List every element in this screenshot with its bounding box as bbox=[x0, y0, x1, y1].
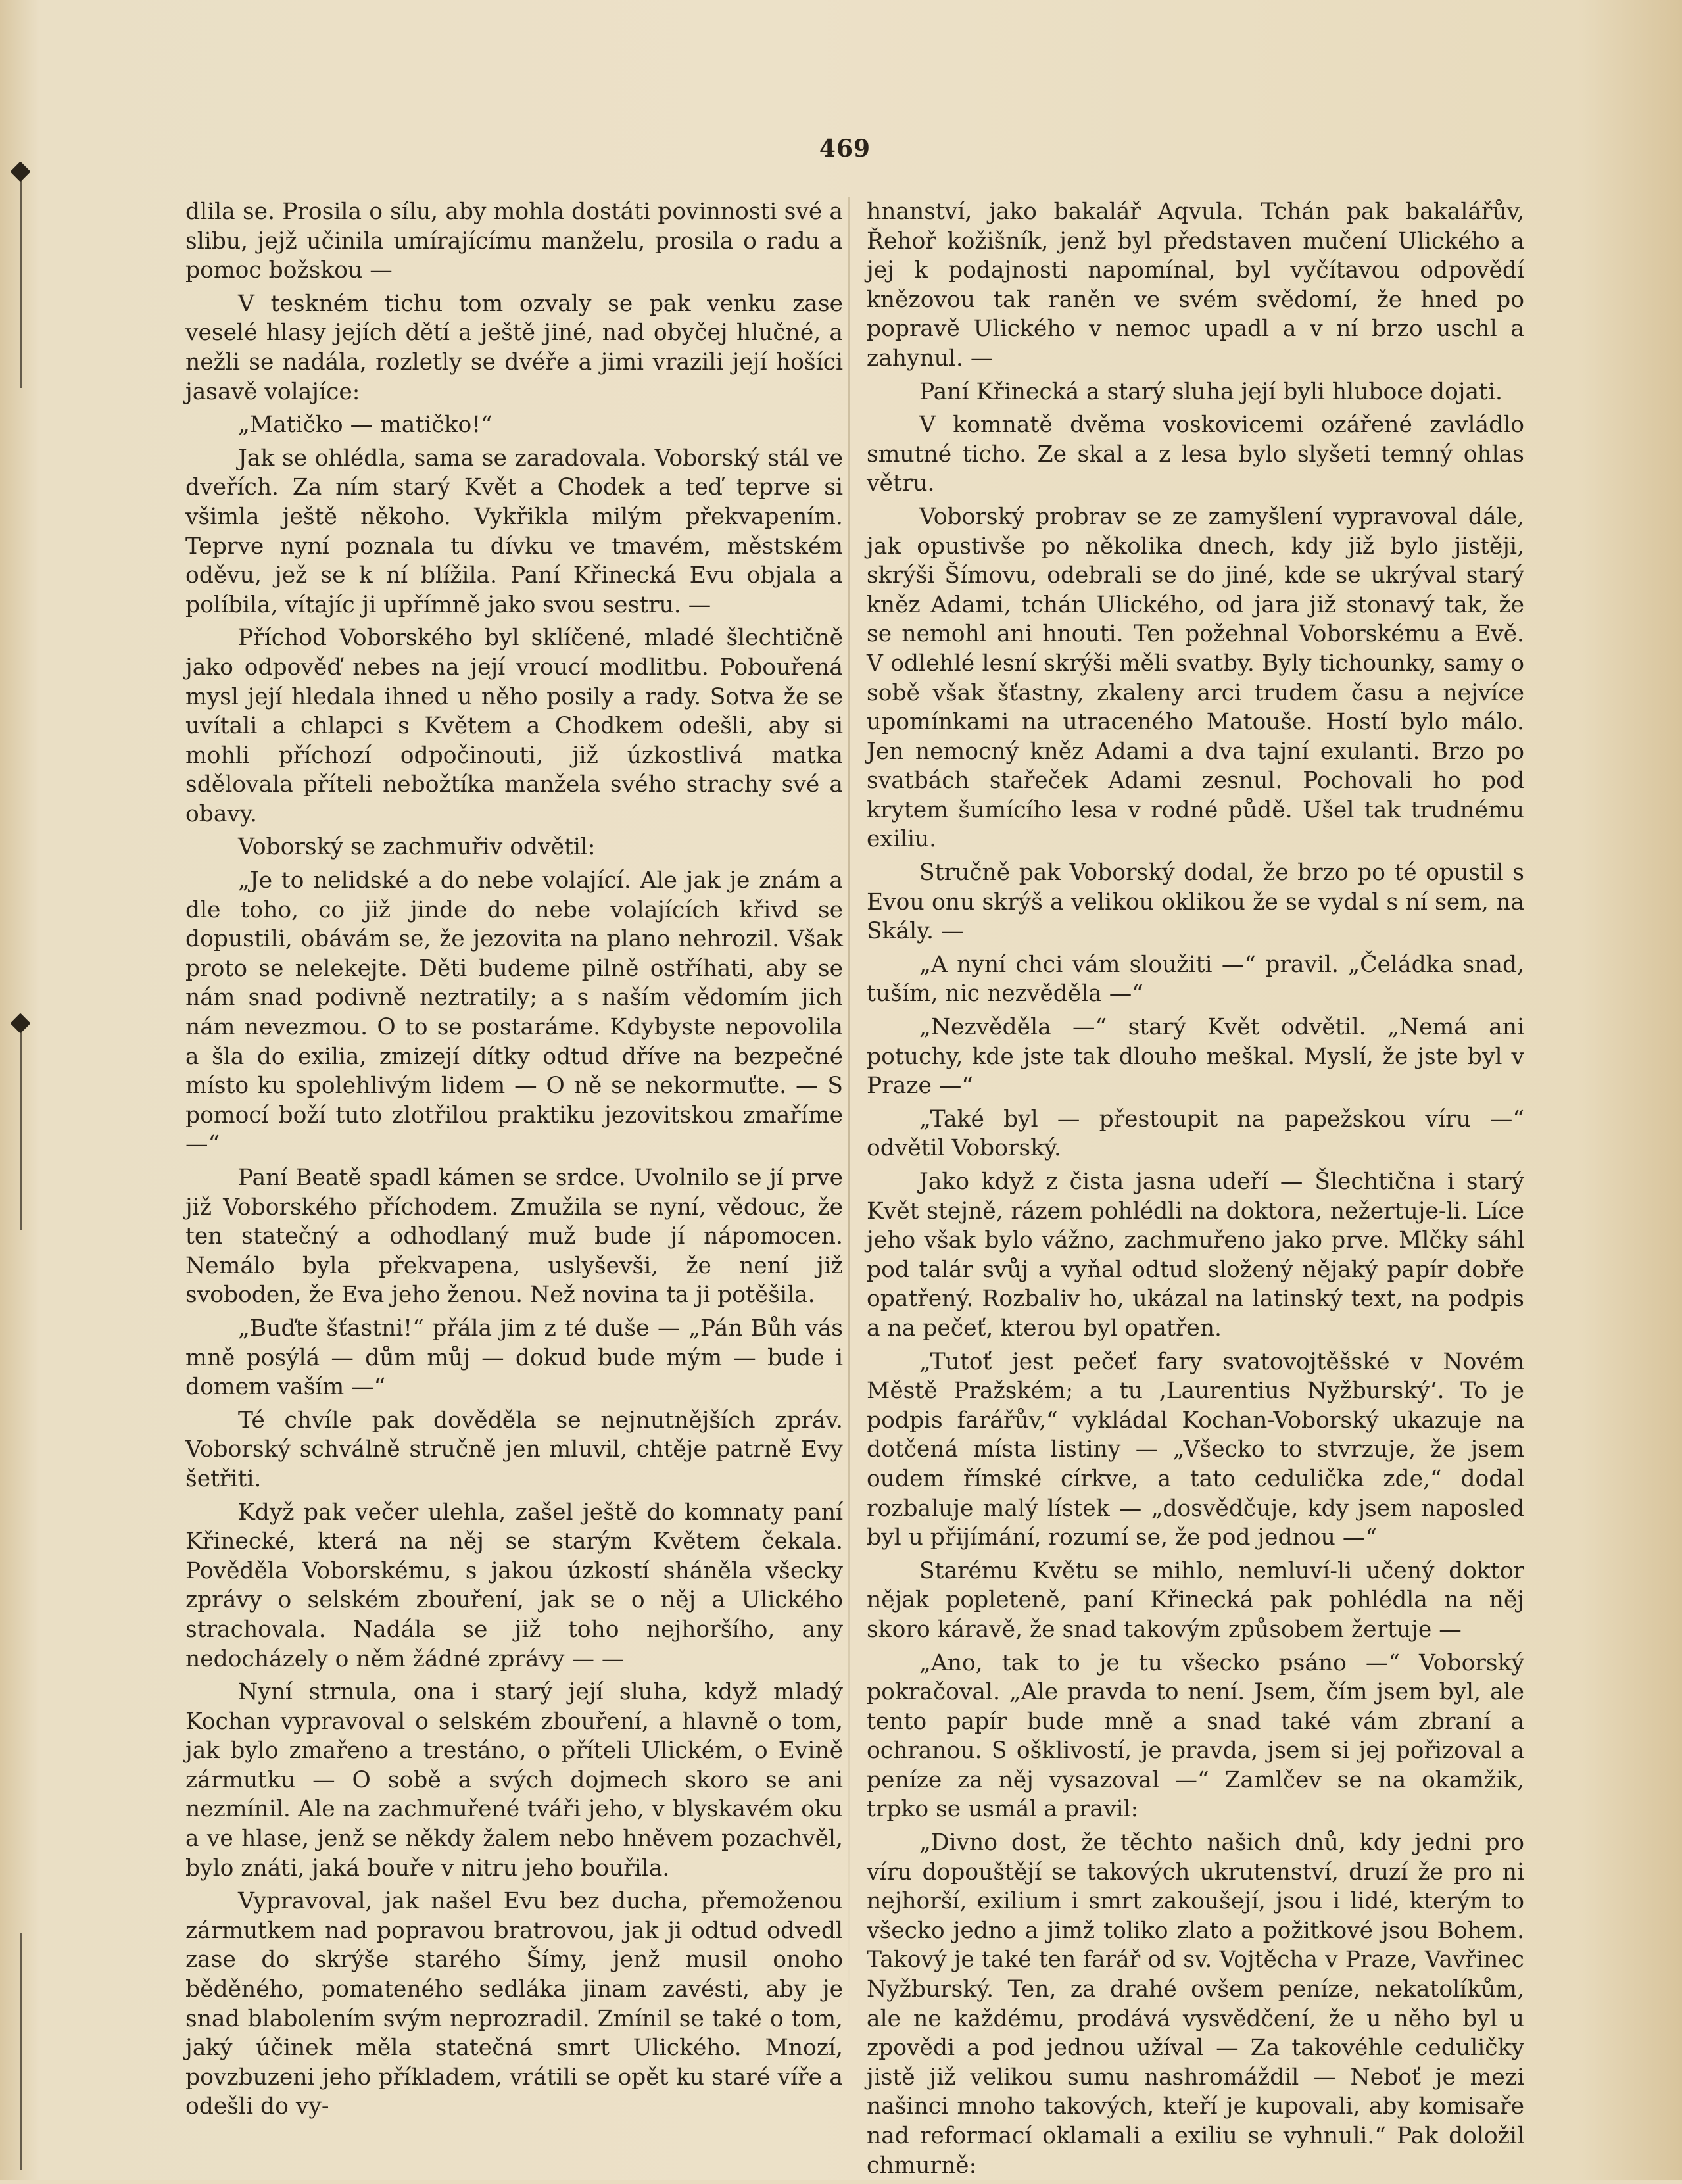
left-text-column bbox=[185, 197, 843, 2125]
paragraph: V teskném tichu tom ozvaly se pak venku zase veselé hlasy jejích dětí a ještě jiné, nad obyčej hlučné, a nežli se nadála, rozletly se dvéře a jimi vrazili její hošíci jasavě volajíce: bbox=[185, 290, 843, 405]
paragraph: „Divno dost, že těchto našich dnů, kdy jedni pro víru dopouštějí se takových ukrutenství, druzí že pro ni nejhorší, exilium i smrt zakoušejí, jsou i lidé, kterým to všecko jedno a jimž toliko zlato a požitkové jsou Bohem. Takový je také ten farář od sv. Vojtěcha v Praze, Vavřinec Nyžburský. Ten, za drahé ovšem peníze, nekatolíkům, ale ne každému, prodává vysvědčení, že u něho byl u zpovědi a pod jednou užíval — Za takovéhle ceduličky jistě již velikou sumu nashromáždil — Neboť je mezi našinci mnoho takových, kteří je kupovali, aby komisaře nad reformací oklamali a exiliu se vyhnuli.“ Pak doložil chmurně: bbox=[867, 1830, 1524, 2179]
paragraph: Voborský probrav se ze zamyšlení vypravoval dále, jak opustivše po několika dnech, kdy již bylo jistěji, skrýši Šímovu, odebrali se do jiné, kde se ukrýval starý kněz Adami, tchán Ulického, od jara již stonavý tak, že se nemohl ani hnouti. Ten požehnal Voborskému a Evě. V odlehlé lesní skrýši měli svatby. Byly tichounky, samy o sobě však šťastny, zkaleny arci trudem času a nejvíce upomínkami na utraceného Matouše. Hostí bylo málo. Jen nemocný kněz Adami a dva tajní exulanti. Brzo po svatbách stařeček Adami zesnul. Pochovali ho pod krytem šumícího lesa v rodné půdě. Ušel tak trudnému exiliu. bbox=[867, 503, 1524, 853]
paragraph: „A nyní chci vám sloužiti —“ pravil. „Čeládka snad, tuším, nic nezvěděla —“ bbox=[867, 951, 1524, 1007]
page-number: 469 bbox=[819, 135, 871, 162]
paragraph: „Je to nelidské a do nebe volající. Ale jak je znám a dle toho, co již jinde do nebe volajících křivd se dopustili, obávám se, že jezovita na plano nehrozil. Však proto se nelekejte. Děti budeme pilně ostříhati, aby se nám snad podivně neztratily; a s naším vědomím jich nám nevezmou. O to se postaráme. Kdybyste nepovolila a šla do exilia, zmizejí dítky odtud dříve na bezpečné místo ku spolehlivým lidem — O ně se nekormuťte. — S pomocí boží tuto zlotřilou praktiku jezovitskou zmaříme —“ bbox=[185, 867, 843, 1158]
paragraph: „Matičko — matičko!“ bbox=[238, 412, 493, 439]
column-divider bbox=[848, 197, 850, 2045]
margin-rule bbox=[20, 178, 22, 388]
paragraph: V komnatě dvěma voskovicemi ozářené zavládlo smutné ticho. Ze skal a z lesa bylo slyšeti temný ohlas větru. bbox=[867, 412, 1524, 497]
paragraph: dlila se. Prosila o sílu, aby mohla dostáti povinnosti své a slibu, jejž učinila umírajícímu manželu, prosila o radu a pomoc božskou — bbox=[185, 199, 843, 284]
paragraph: „Ano, tak to je tu všecko psáno —“ Voborský pokračoval. „Ale pravda to není. Jsem, čím jsem byl, ale tento papír bude mně a snad také vám zbraní a ochranou. S ošklivostí, je pravda, jsem si jej pořizoval a peníze za něj vysazoval —“ Zamlčev se na okamžik, trpko se usmál a pravil: bbox=[867, 1649, 1524, 1823]
paragraph: Nyní strnula, ona i starý její sluha, když mladý Kochan vypravoval o selském zbouření, a hlavně o tom, jak bylo zmařeno a trestáno, o příteli Ulickém, o Evině zármutku — O sobě a svých dojmech skoro se ani nezmínil. Ale na zachmuřené tváři jeho, v blyskavém oku a ve hlase, jenž se někdy žalem nebo hněvem pozachvěl, bylo znáti, jaká bouře v nitru jeho bouřila. bbox=[185, 1679, 843, 1881]
margin-rule bbox=[20, 1933, 22, 2170]
paragraph: „Buďte šťastni!“ přála jim z té duše — „Pán Bůh vás mně posýlá — dům můj — dokud bude mým — bude i domem vaším —“ bbox=[185, 1315, 843, 1401]
paragraph: Té chvíle pak dověděla se nejnutnějších zpráv. Voborský schválně stručně jen mluvil, chtěje patrně Evy šetřiti. bbox=[185, 1407, 843, 1492]
paragraph: Jak se ohlédla, sama se zaradovala. Voborský stál ve dveřích. Za ním starý Květ a Chodek a teď teprve si všimla ještě někoho. Vykřikla milým překvapením. Teprve nyní poznala tu dívku ve tmavém, městském oděvu, jež se k ní blížila. Paní Křinecká Evu objala a políbila, vítajíc ji upřímně jako svou sestru. — bbox=[185, 445, 843, 618]
paragraph: Paní Křinecká a starý sluha její byli hluboce dojati. bbox=[919, 378, 1502, 405]
paragraph: Vypravoval, jak našel Evu bez ducha, přemoženou zármutkem nad popravou bratrovou, jak ji odtud odvedl zase do skrýše starého Šímy, jenž musil onoho běděného, pomateného sedláka jinam zavésti, aby je snad blabolením svým neprozradil. Zmínil se také o tom, jaký účinek měla statečná smrt Ulického. Mnozí, povzbuzeni jeho příkladem, vrátili se opět ku staré víře a odešli do vy- bbox=[185, 1888, 843, 2120]
paragraph: Jako když z čista jasna udeří — Šlechtična i starý Květ stejně, rázem pohlédli na doktora, nežertuje-li. Líce jeho však bylo vážno, zachmuřeno jako prve. Mlčky sáhl pod talár svůj a vyňal odtud složený nějaký papír dobře opatřený. Rozbaliv ho, ukázal na latinský text, na podpis a na pečeť, kterou byl opatřen. bbox=[867, 1169, 1524, 1342]
paragraph: „Tutoť jest pečeť fary svatovojtěšské v Novém Městě Pražském; a tu ‚Laurentius Nyžburský‘. To je podpis farářův,“ vykládal Kochan-Voborský ukazuje na dotčená místa listiny — „Všecko to stvrzuje, že jsem oudem římské církve, a tato cedulička zde,“ dodal rozbaluje malý lístek — „dosvědčuje, kdy jsem naposled byl u přijímání, rozumí se, že pod jednou —“ bbox=[867, 1348, 1524, 1551]
paragraph: „Také byl — přestoupit na papežskou víru —“ odvětil Voborský. bbox=[867, 1105, 1524, 1162]
paragraph: hnanství, jako bakalář Aqvula. Tchán pak bakalářův, Řehoř kožišník, jenž byl představen mučení Ulického a jej k podajnosti napomínal, byl vyčítavou odpovědí knězovou tak raněn ve svém svědomí, že hned po popravě Ulického v nemoc upadl a v ní brzo uschl a zahynul. — bbox=[867, 199, 1524, 372]
paragraph: Stručně pak Voborský dodal, že brzo po té opustil s Evou onu skrýš a velikou oklikou že se vydal s ní sem, na Skály. — bbox=[867, 860, 1524, 945]
right-text-column bbox=[867, 197, 1524, 2184]
margin-rule bbox=[20, 1026, 22, 1230]
paragraph: Když pak večer ulehla, zašel ještě do komnaty paní Křinecké, která na něj se starým Květem čekala. Pověděla Voborskému, s jakou úzkostí sháněla všecky zprávy o selském zbouření, jak se o něj a Ulického strachovala. Nadála se již toho nejhoršího, any nedocházely o něm žádné zprávy — — bbox=[185, 1499, 843, 1672]
paragraph: Příchod Voborského byl sklíčené, mladé šlechtičně jako odpověď nebes na její vroucí modlitbu. Pobouřená mysl její hledala ihned u něho posily a rady. Sotva že se uvítali a chlapci s Květem a Chodkem odešli, aby si mohli příchozí odpočinouti, již úzkostlivá matka sdělovala příteli nebožtíka manžela svého strachy své a obavy. bbox=[185, 625, 843, 827]
paragraph: Starému Květu se mihlo, nemluví-li učený doktor nějak popleteně, paní Křinecká pak pohlédla na něj skoro káravě, že snad takovým způsobem žertuje — bbox=[867, 1557, 1524, 1643]
paragraph: Paní Beatě spadl kámen se srdce. Uvolnilo se jí prve již Voborského příchodem. Zmužila se nyní, vědouc, že ten statečný a odhodlaný muž bude jí nápomocen. Nemálo byla překvapena, uslyševši, že není již svoboden, že Eva jeho ženou. Než novina ta ji potěšila. bbox=[185, 1165, 843, 1309]
paragraph: Voborský se zachmuřiv odvětil: bbox=[238, 834, 596, 861]
paragraph: „Nezvěděla —“ starý Květ odvětil. „Nemá ani potuchy, kde jste tak dlouho meškal. Myslí, že jste byl v Praze —“ bbox=[867, 1014, 1524, 1100]
